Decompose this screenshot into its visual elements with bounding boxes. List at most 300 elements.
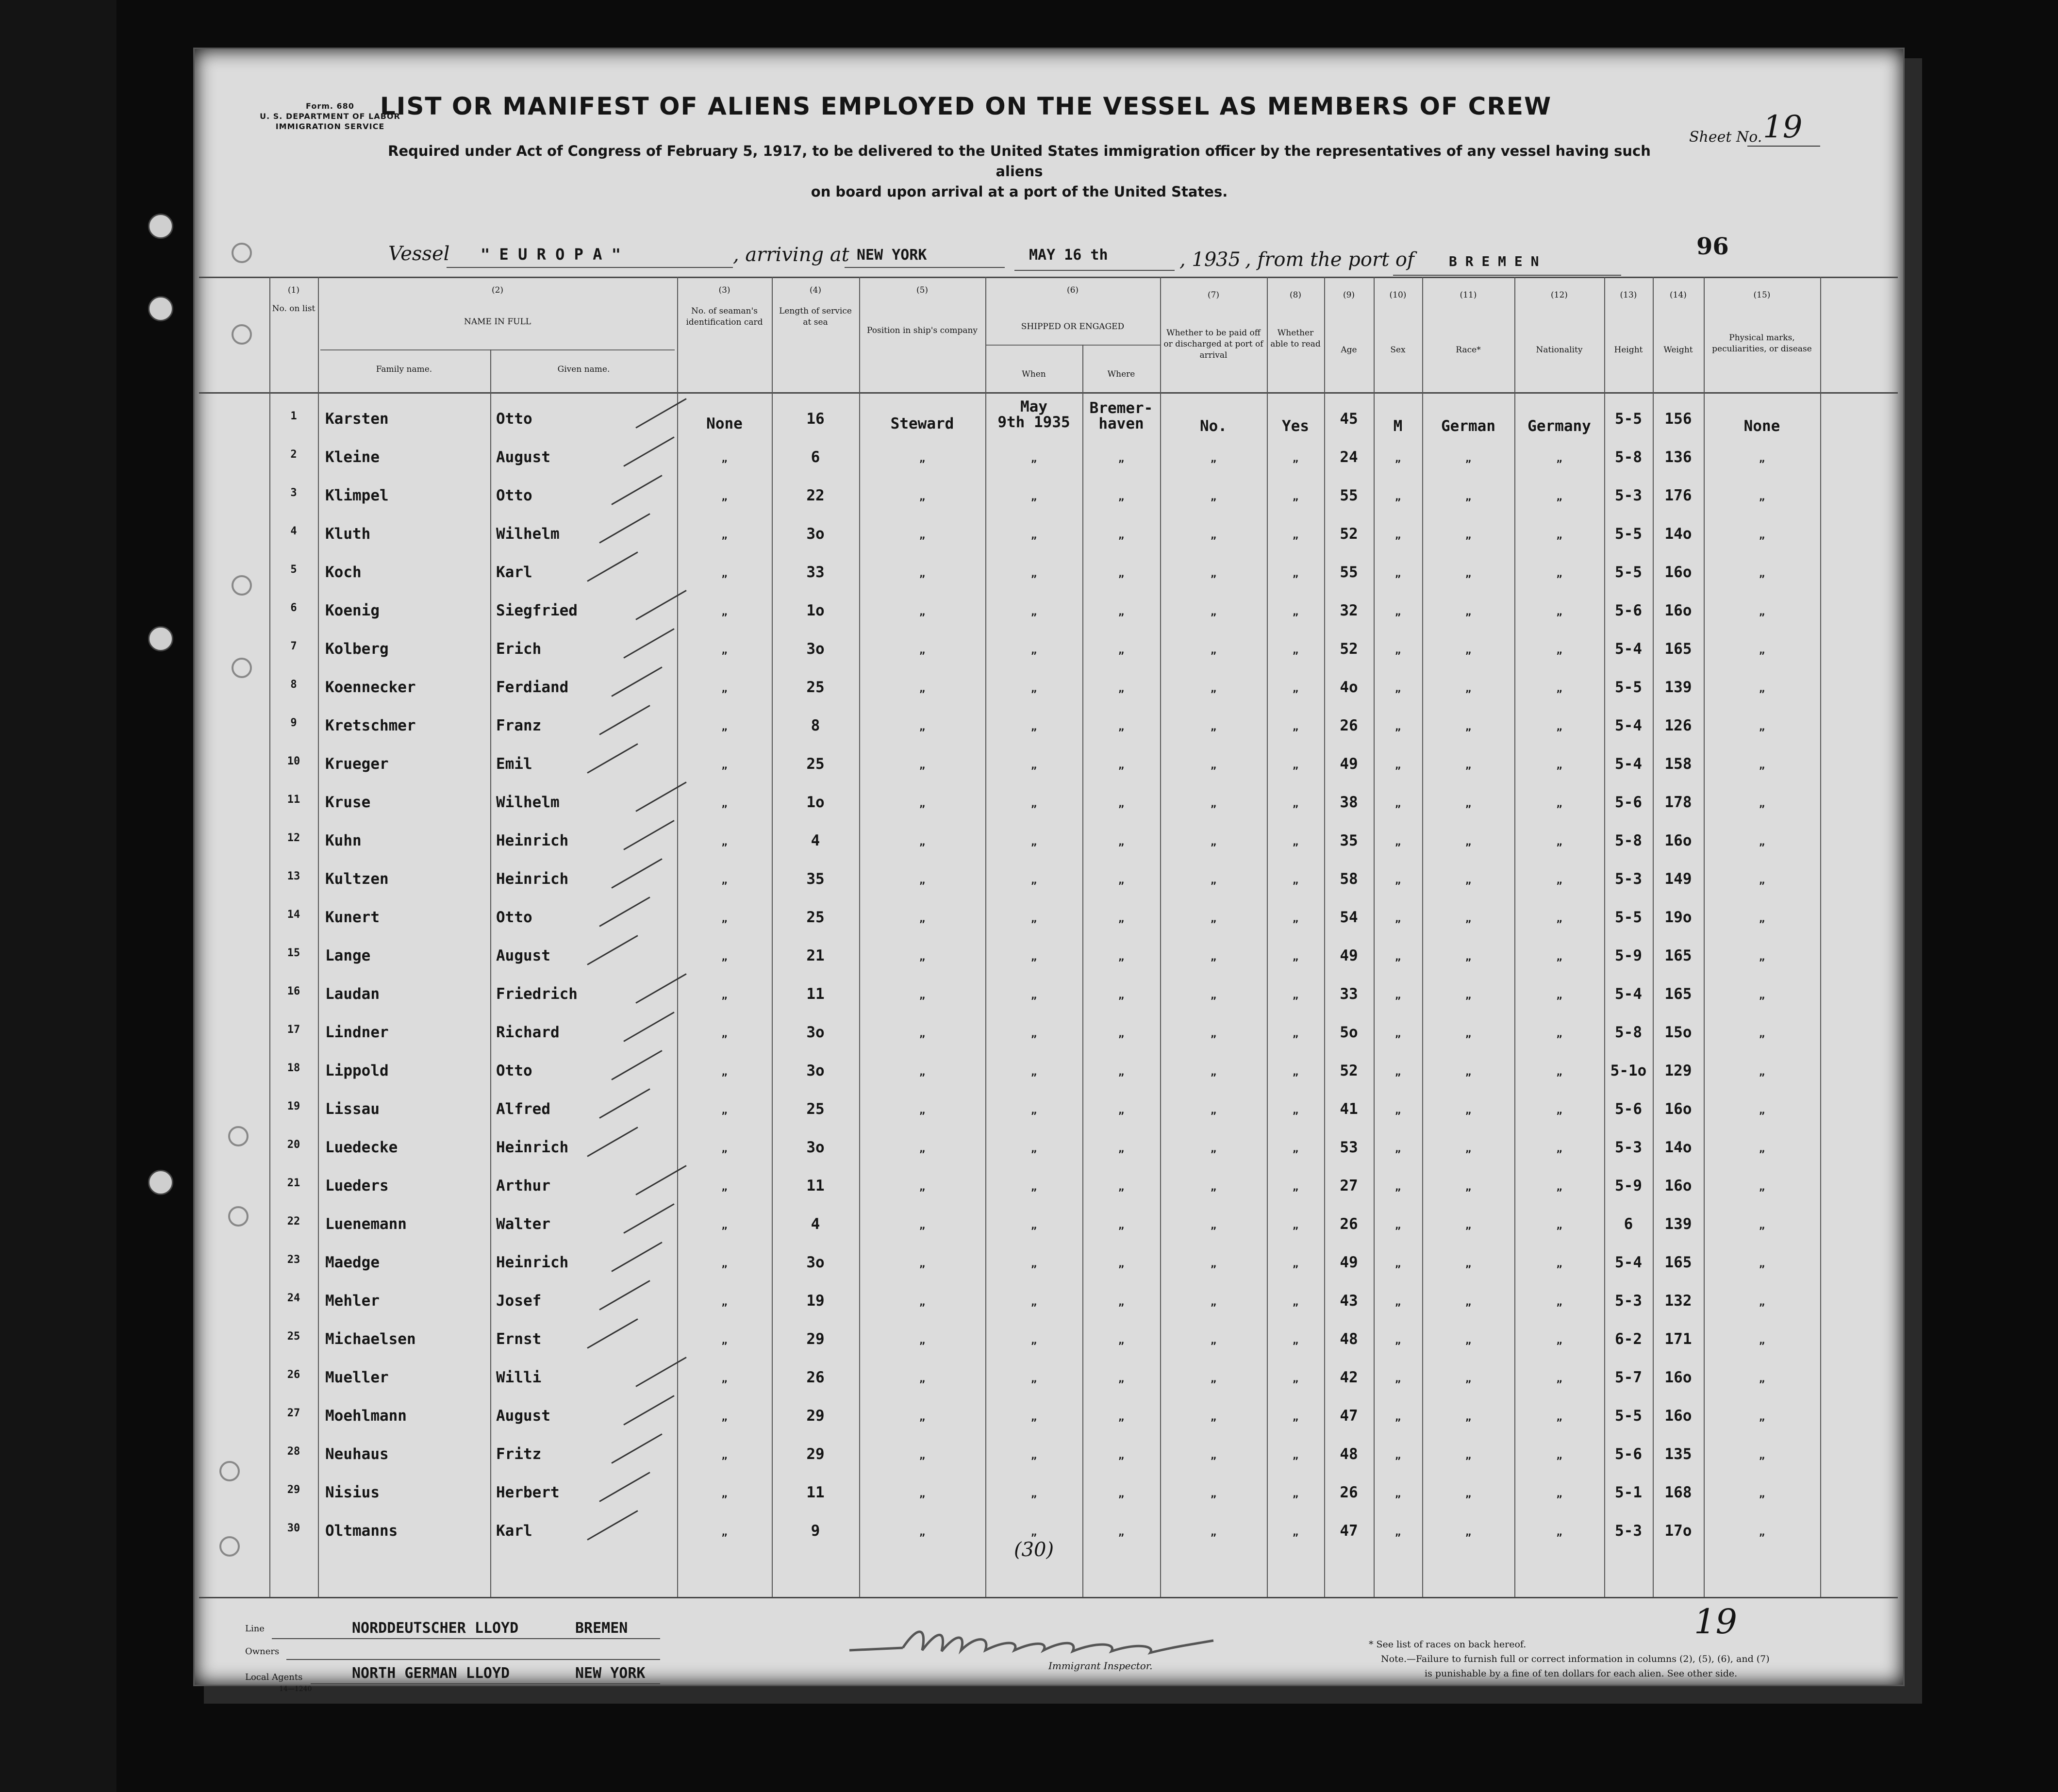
arriving-label: , arriving at xyxy=(733,244,849,266)
ditto-mark: „ xyxy=(1292,1104,1299,1116)
height: 6 xyxy=(1624,1215,1633,1233)
family-name: Lissau xyxy=(325,1100,380,1118)
weight: 135 xyxy=(1664,1445,1692,1463)
age: 33 xyxy=(1340,985,1358,1003)
ditto-mark: „ xyxy=(1118,1296,1125,1308)
line-label: Line xyxy=(245,1624,265,1634)
height: 5-5 xyxy=(1615,1407,1642,1425)
row-number: 26 xyxy=(287,1369,300,1381)
height: 5-4 xyxy=(1615,985,1642,1003)
col-rule xyxy=(859,277,860,1597)
line-city: BREMEN xyxy=(575,1620,628,1637)
ditto-mark: „ xyxy=(1394,874,1401,886)
weight: 16o xyxy=(1664,1369,1692,1386)
service-length: 4 xyxy=(811,1215,820,1233)
ditto-mark: „ xyxy=(1210,1143,1217,1154)
weight: 139 xyxy=(1664,679,1692,696)
ditto-mark: „ xyxy=(1759,1258,1765,1269)
ditto-mark: „ xyxy=(721,529,728,541)
ditto-mark: „ xyxy=(1394,759,1401,771)
ditto-mark: „ xyxy=(919,1449,926,1461)
ditto-mark: „ xyxy=(1118,1066,1125,1078)
ditto-mark: „ xyxy=(721,1373,728,1384)
service-length: 3o xyxy=(806,1024,825,1041)
given-name: Richard xyxy=(496,1024,560,1041)
service-length: 22 xyxy=(806,487,825,504)
given-name: Heinrich xyxy=(496,870,569,888)
row-number: 20 xyxy=(287,1139,300,1151)
ditto-mark: „ xyxy=(721,567,728,579)
row-number: 3 xyxy=(290,487,297,499)
ditto-mark: „ xyxy=(919,836,926,847)
check-mark xyxy=(611,1433,662,1464)
height: 5-5 xyxy=(1615,909,1642,926)
ditto-mark: „ xyxy=(1118,721,1125,732)
ditto-mark: „ xyxy=(1210,1449,1217,1461)
ditto-mark: „ xyxy=(1210,1028,1217,1039)
ditto-mark: „ xyxy=(1210,913,1217,924)
row1-paid-off: No. xyxy=(1200,417,1227,435)
ditto-mark: „ xyxy=(919,1028,926,1039)
col-rule xyxy=(1422,277,1423,1597)
ditto-mark: „ xyxy=(1210,797,1217,809)
ditto-mark: „ xyxy=(1394,836,1401,847)
ditto-mark: „ xyxy=(1394,797,1401,809)
ditto-mark: „ xyxy=(1556,644,1562,656)
check-mark xyxy=(599,896,650,927)
row1-nationality: Germany xyxy=(1527,417,1591,435)
ditto-mark: „ xyxy=(1210,1219,1217,1231)
ditto-mark: „ xyxy=(919,1526,926,1538)
ditto-mark: „ xyxy=(1759,951,1765,962)
ditto-mark: „ xyxy=(1118,989,1125,1001)
ditto-mark: „ xyxy=(721,1104,728,1116)
given-name: Otto xyxy=(496,909,532,926)
ditto-mark: „ xyxy=(1759,644,1765,656)
check-mark xyxy=(623,820,674,850)
age: 52 xyxy=(1340,525,1358,543)
ditto-mark: „ xyxy=(1556,1488,1562,1499)
ditto-mark: „ xyxy=(1394,567,1401,579)
col-rule xyxy=(1514,277,1515,1597)
punch-ring xyxy=(232,243,252,263)
ditto-mark: „ xyxy=(1118,1028,1125,1039)
height: 5-3 xyxy=(1615,1139,1642,1156)
family-name: Koch xyxy=(325,564,362,581)
row-number: 18 xyxy=(287,1062,300,1074)
row1-when-date: 9th 1935 xyxy=(997,414,1070,431)
row-number: 25 xyxy=(287,1330,300,1343)
ditto-mark: „ xyxy=(1030,567,1037,579)
age: 26 xyxy=(1340,1484,1358,1501)
manifest-title: LIST OR MANIFEST OF ALIENS EMPLOYED ON THE VESSEL AS MEMBERS OF CREW xyxy=(380,92,1552,120)
ditto-mark: „ xyxy=(1118,606,1125,617)
ditto-mark: „ xyxy=(1210,1104,1217,1116)
service-length: 33 xyxy=(806,564,825,581)
row1-position: Steward xyxy=(890,415,954,432)
ditto-mark: „ xyxy=(1465,797,1472,809)
row1-when xyxy=(985,399,1082,430)
service-length: 3o xyxy=(806,1062,825,1079)
ditto-mark: „ xyxy=(1030,797,1037,809)
service-length: 3o xyxy=(806,1139,825,1156)
header-nationality: Nationality xyxy=(1536,345,1583,355)
height: 5-6 xyxy=(1615,1100,1642,1118)
col-num: (14) xyxy=(1670,290,1687,300)
row-number: 13 xyxy=(287,870,300,882)
row-number: 12 xyxy=(287,832,300,844)
family-name: Lange xyxy=(325,947,371,964)
ditto-mark: „ xyxy=(721,1526,728,1538)
check-mark xyxy=(611,1050,662,1080)
year-label: , 19 xyxy=(1179,249,1217,271)
weight: 165 xyxy=(1664,640,1692,658)
ditto-mark: „ xyxy=(1394,1258,1401,1269)
header-age: Age xyxy=(1341,345,1357,355)
col-rule xyxy=(772,277,773,1597)
date-underline xyxy=(1014,270,1175,271)
service-length: 3o xyxy=(806,1254,825,1271)
weight: 129 xyxy=(1664,1062,1692,1079)
ditto-mark: „ xyxy=(1465,1066,1472,1078)
ditto-mark: „ xyxy=(1465,606,1472,617)
owners-underline xyxy=(286,1659,660,1660)
ditto-mark: „ xyxy=(1556,1104,1562,1116)
header-seaman-card: No. of seaman's identification card xyxy=(686,306,763,327)
row-number: 19 xyxy=(287,1100,300,1112)
ditto-mark: „ xyxy=(1465,1296,1472,1308)
ditto-mark: „ xyxy=(1759,1104,1765,1116)
ditto-mark: „ xyxy=(1394,1526,1401,1538)
weight: 16o xyxy=(1664,1177,1692,1195)
service-name: IMMIGRATION SERVICE xyxy=(275,122,385,131)
ditto-mark: „ xyxy=(1556,989,1562,1001)
ditto-mark: „ xyxy=(721,1334,728,1346)
service-length: 25 xyxy=(806,1100,825,1118)
weight: 165 xyxy=(1664,947,1692,964)
given-name: August xyxy=(496,448,550,466)
row-number: 15 xyxy=(287,947,300,959)
ditto-mark: „ xyxy=(1210,1181,1217,1193)
given-name: Josef xyxy=(496,1292,542,1310)
table-top-rule xyxy=(199,277,1898,278)
weight: 149 xyxy=(1664,870,1692,888)
binder-edge xyxy=(0,0,116,1792)
ditto-mark: „ xyxy=(919,721,926,732)
ditto-mark: „ xyxy=(721,759,728,771)
ditto-mark: „ xyxy=(1465,1488,1472,1499)
family-name: Lippold xyxy=(325,1062,389,1079)
ditto-mark: „ xyxy=(1118,1143,1125,1154)
age: 55 xyxy=(1340,487,1358,504)
col-rule xyxy=(1704,277,1705,1597)
ditto-mark: „ xyxy=(919,452,926,464)
ditto-mark: „ xyxy=(1394,1028,1401,1039)
header-given-name: Given name. xyxy=(557,365,610,374)
col-rule xyxy=(269,277,270,1597)
ditto-mark: „ xyxy=(1759,567,1765,579)
binder-hole xyxy=(148,214,173,239)
height: 5-5 xyxy=(1615,525,1642,543)
ditto-mark: „ xyxy=(1465,1449,1472,1461)
ditto-mark: „ xyxy=(1210,1488,1217,1499)
ditto-mark: „ xyxy=(721,606,728,617)
col-num: (15) xyxy=(1753,290,1771,300)
arrival-date: MAY 16 th xyxy=(1029,247,1108,264)
race-note: * See list of races on back hereof. xyxy=(1369,1639,1527,1650)
age: 55 xyxy=(1340,564,1358,581)
ditto-mark: „ xyxy=(1556,721,1562,732)
ditto-mark: „ xyxy=(1210,682,1217,694)
ditto-mark: „ xyxy=(721,913,728,924)
height: 5-1o xyxy=(1610,1062,1647,1079)
ditto-mark: „ xyxy=(1394,1373,1401,1384)
weight: 19o xyxy=(1664,909,1692,926)
ditto-mark: „ xyxy=(1465,1028,1472,1039)
ditto-mark: „ xyxy=(919,874,926,886)
service-length: 8 xyxy=(811,717,820,734)
ditto-mark: „ xyxy=(1394,1181,1401,1193)
agents-value: NORTH GERMAN LLOYD xyxy=(352,1665,510,1682)
ditto-mark: „ xyxy=(1759,836,1765,847)
ditto-mark: „ xyxy=(1292,1373,1299,1384)
row-number: 21 xyxy=(287,1177,300,1189)
header-shipped: SHIPPED OR ENGAGED xyxy=(1021,322,1125,332)
ditto-mark: „ xyxy=(1759,1449,1765,1461)
ditto-mark: „ xyxy=(1030,1488,1037,1499)
check-mark xyxy=(623,1012,674,1042)
ditto-mark: „ xyxy=(1292,1296,1299,1308)
ditto-mark: „ xyxy=(1465,721,1472,732)
ditto-mark: „ xyxy=(1118,913,1125,924)
height: 5-7 xyxy=(1615,1369,1642,1386)
ditto-mark: „ xyxy=(919,1373,926,1384)
col-num: (7) xyxy=(1207,290,1220,300)
height: 5-8 xyxy=(1615,832,1642,849)
row1-card: None xyxy=(706,415,743,432)
ditto-mark: „ xyxy=(1030,951,1037,962)
port-underline xyxy=(1393,275,1621,276)
year-value: 35 xyxy=(1216,249,1241,271)
service-length: 9 xyxy=(811,1522,820,1540)
col-rule xyxy=(1374,277,1375,1597)
given-name: Otto xyxy=(496,1062,532,1079)
header-when: When xyxy=(1022,369,1046,379)
ditto-mark: „ xyxy=(1556,1411,1562,1423)
ditto-mark: „ xyxy=(1210,1411,1217,1423)
row-number: 2 xyxy=(290,448,297,461)
ditto-mark: „ xyxy=(919,606,926,617)
age: 42 xyxy=(1340,1369,1358,1386)
ditto-mark: „ xyxy=(1030,989,1037,1001)
row-number: 5 xyxy=(290,564,297,576)
ditto-mark: „ xyxy=(1465,836,1472,847)
ditto-mark: „ xyxy=(1556,1258,1562,1269)
row1-able-read: Yes xyxy=(1282,417,1309,435)
ditto-mark: „ xyxy=(1759,874,1765,886)
family-name: Klimpel xyxy=(325,487,389,504)
ditto-mark: „ xyxy=(1292,452,1299,464)
footer-rule xyxy=(199,1597,1898,1598)
department-name: U. S. DEPARTMENT OF LABOR xyxy=(260,112,400,121)
ditto-mark: „ xyxy=(1118,951,1125,962)
family-name: Mueller xyxy=(325,1369,389,1386)
ditto-mark: „ xyxy=(1118,1411,1125,1423)
ditto-mark: „ xyxy=(1292,1181,1299,1193)
ditto-mark: „ xyxy=(721,1219,728,1231)
ditto-mark: „ xyxy=(919,1143,926,1154)
sheet-number-label: Sheet No. xyxy=(1689,129,1762,146)
ditto-mark: „ xyxy=(1030,452,1037,464)
family-name: Luenemann xyxy=(325,1215,407,1233)
given-name: Fritz xyxy=(496,1445,542,1463)
ditto-mark: „ xyxy=(1210,1373,1217,1384)
ditto-mark: „ xyxy=(919,567,926,579)
header-position: Position in ship's company xyxy=(866,326,978,335)
age: 49 xyxy=(1340,755,1358,773)
ditto-mark: „ xyxy=(1759,721,1765,732)
ditto-mark: „ xyxy=(1118,491,1125,502)
ditto-mark: „ xyxy=(721,1143,728,1154)
ditto-mark: „ xyxy=(1556,452,1562,464)
check-mark xyxy=(623,1395,674,1426)
ditto-mark: „ xyxy=(1394,721,1401,732)
weight: 158 xyxy=(1664,755,1692,773)
crew-table xyxy=(199,277,1898,1597)
family-name: Kruse xyxy=(325,794,371,811)
ditto-mark: „ xyxy=(1394,491,1401,502)
line-value: NORDDEUTSCHER LLOYD xyxy=(352,1620,519,1637)
height: 5-8 xyxy=(1615,1024,1642,1041)
ditto-mark: „ xyxy=(1465,1411,1472,1423)
col-num: (4) xyxy=(809,285,822,295)
ditto-mark: „ xyxy=(1759,913,1765,924)
ditto-mark: „ xyxy=(1118,1526,1125,1538)
age: 49 xyxy=(1340,947,1358,964)
ditto-mark: „ xyxy=(1210,529,1217,541)
row-number: 24 xyxy=(287,1292,300,1304)
ditto-mark: „ xyxy=(721,1411,728,1423)
from-port-label: , from the port of xyxy=(1245,249,1414,271)
family-name: Lueders xyxy=(325,1177,389,1195)
check-mark xyxy=(587,743,638,774)
service-length: 11 xyxy=(806,1177,825,1195)
line-underline xyxy=(272,1638,660,1639)
age: 47 xyxy=(1340,1522,1358,1540)
ditto-mark: „ xyxy=(1556,1181,1562,1193)
ditto-mark: „ xyxy=(721,989,728,1001)
ditto-mark: „ xyxy=(1759,759,1765,771)
ditto-mark: „ xyxy=(1030,1373,1037,1384)
height: 5-3 xyxy=(1615,1522,1642,1540)
binder-hole xyxy=(148,626,173,651)
col-num: (10) xyxy=(1389,290,1407,300)
ditto-mark: „ xyxy=(1030,1143,1037,1154)
ditto-mark: „ xyxy=(1759,989,1765,1001)
ditto-mark: „ xyxy=(721,682,728,694)
ditto-mark: „ xyxy=(1394,1488,1401,1499)
ditto-mark: „ xyxy=(1210,836,1217,847)
header-weight: Weight xyxy=(1663,345,1693,355)
ditto-mark: „ xyxy=(1394,1219,1401,1231)
weight: 14o xyxy=(1664,525,1692,543)
ditto-mark: „ xyxy=(1210,989,1217,1001)
ditto-mark: „ xyxy=(721,1296,728,1308)
check-mark xyxy=(623,628,674,659)
family-name: Michaelsen xyxy=(325,1330,416,1348)
age: 27 xyxy=(1340,1177,1358,1195)
ditto-mark: „ xyxy=(1465,1104,1472,1116)
service-length: 3o xyxy=(806,640,825,658)
service-length: 29 xyxy=(806,1445,825,1463)
service-length: 1o xyxy=(806,794,825,811)
row1-when-month: May xyxy=(1020,398,1047,415)
given-name: Friedrich xyxy=(496,985,578,1003)
ditto-mark: „ xyxy=(1292,913,1299,924)
age: 58 xyxy=(1340,870,1358,888)
check-mark xyxy=(599,1088,650,1119)
ditto-mark: „ xyxy=(1030,836,1037,847)
age: 41 xyxy=(1340,1100,1358,1118)
row-number: 27 xyxy=(287,1407,300,1419)
ditto-mark: „ xyxy=(1210,759,1217,771)
row-number: 29 xyxy=(287,1484,300,1496)
arrival-underline xyxy=(845,267,1005,268)
ditto-mark: „ xyxy=(1759,1066,1765,1078)
service-length: 4 xyxy=(811,832,820,849)
service-length: 26 xyxy=(806,1369,825,1386)
ditto-mark: „ xyxy=(1118,759,1125,771)
ditto-mark: „ xyxy=(1759,1028,1765,1039)
penalty-note-2: is punishable by a fine of ten dollars for each alien. See other side. xyxy=(1425,1668,1738,1679)
ditto-mark: „ xyxy=(1030,644,1037,656)
family-name: Kuhn xyxy=(325,832,362,849)
ditto-mark: „ xyxy=(1465,874,1472,886)
row1-where xyxy=(1082,400,1160,431)
age: 26 xyxy=(1340,1215,1358,1233)
height: 6-2 xyxy=(1615,1330,1642,1348)
row-number: 8 xyxy=(290,679,297,691)
ditto-mark: „ xyxy=(1292,1219,1299,1231)
ditto-mark: „ xyxy=(1759,1219,1765,1231)
row-number: 30 xyxy=(287,1522,300,1534)
ditto-mark: „ xyxy=(721,452,728,464)
check-mark xyxy=(623,436,674,467)
subtitle-line-1: Required under Act of Congress of February 5, 1917, to be delivered to the United States immigration officer by the representatives of any vessel having such aliens xyxy=(388,143,1651,180)
ditto-mark: „ xyxy=(1030,682,1037,694)
ditto-mark: „ xyxy=(1394,951,1401,962)
ditto-mark: „ xyxy=(1556,951,1562,962)
col-rule xyxy=(318,277,319,1597)
family-name: Mehler xyxy=(325,1292,380,1310)
ditto-mark: „ xyxy=(1465,1334,1472,1346)
sheet-number-value: 19 xyxy=(1763,109,1803,145)
ditto-mark: „ xyxy=(1030,913,1037,924)
ditto-mark: „ xyxy=(1210,1258,1217,1269)
weight: 165 xyxy=(1664,985,1692,1003)
ditto-mark: „ xyxy=(1556,529,1562,541)
row-number: 23 xyxy=(287,1254,300,1266)
family-name: Kluth xyxy=(325,525,371,543)
ditto-mark: „ xyxy=(1118,452,1125,464)
service-length: 1o xyxy=(806,602,825,619)
col-rule xyxy=(677,277,678,1597)
weight: 165 xyxy=(1664,1254,1692,1271)
given-name: Karl xyxy=(496,564,532,581)
ditto-mark: „ xyxy=(1556,1526,1562,1538)
ditto-mark: „ xyxy=(1759,1488,1765,1499)
ditto-mark: „ xyxy=(1759,452,1765,464)
